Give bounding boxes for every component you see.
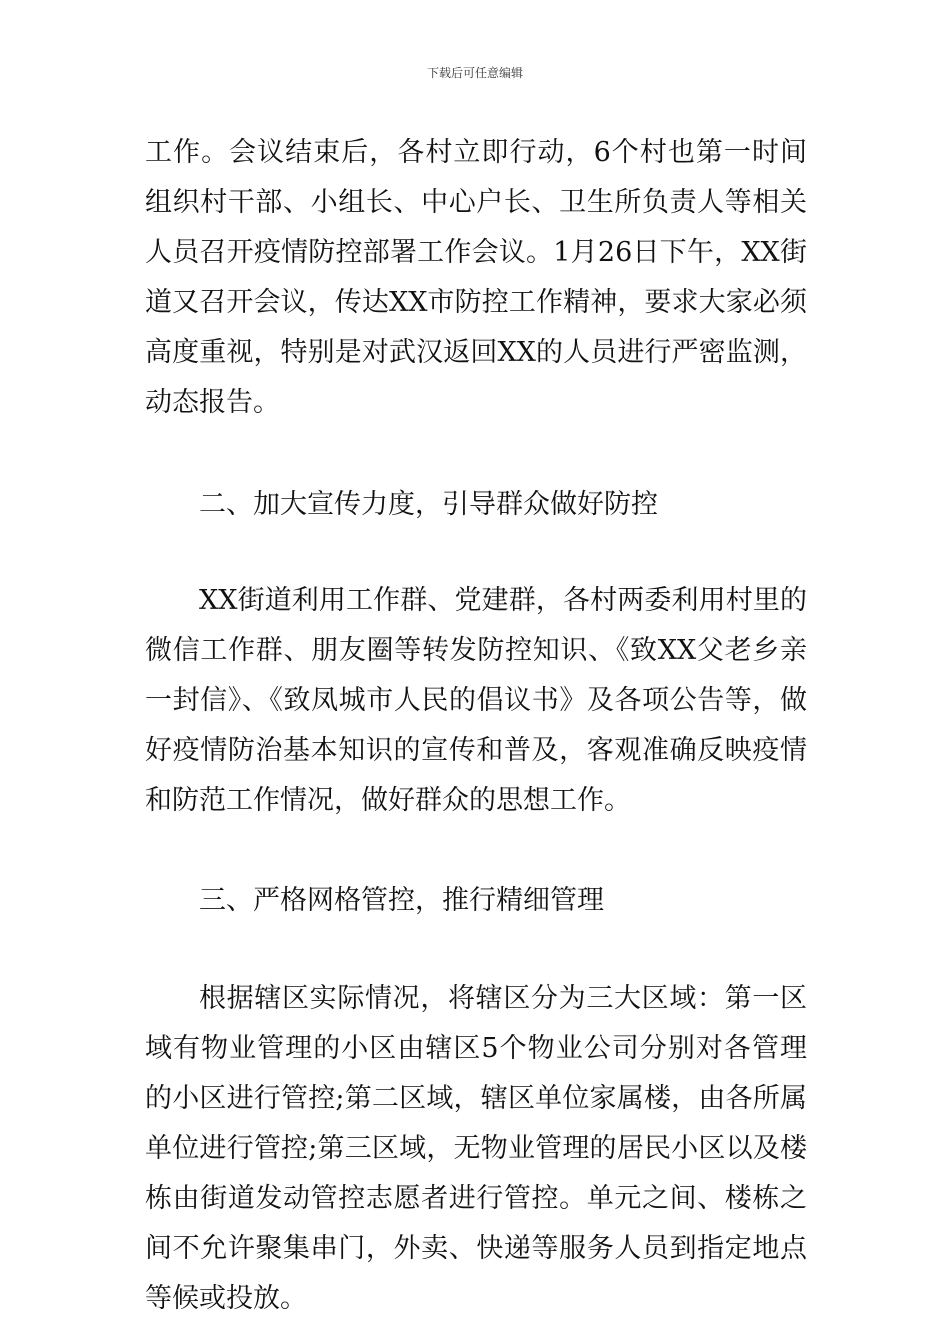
- section-heading-3: 三、严格网格管控，推行精细管理: [199, 885, 604, 916]
- paragraph-spacer: [145, 926, 807, 974]
- paragraph-continued: 工作。会议结束后，各村立即行动，6个村也第一时间组织村干部、小组长、中心户长、卫生所负责人等相关人员召开疫情防控部署工作会议。1月26日下午，XX街道又召开会议，传达XX市防控工作精神，要求大家必须高度重视，特别是对武汉返回XX的人员进行严密监测，动态报告。: [145, 137, 807, 418]
- document-body: [145, 128, 807, 1324]
- paragraph-2: XX街道利用工作群、党建群，各村两委利用村里的微信工作群、朋友圈等转发防控知识、《致XX父老乡亲一封信》、《致凤城市人民的倡议书》及各项公告等，做好疫情防治基本知识的宣传和普及，客观准确反映疫情和防范工作情况，做好群众的思想工作。: [145, 585, 807, 816]
- paragraph-spacer: [145, 530, 807, 576]
- paragraph-3: 根据辖区实际情况，将辖区分为三大区域：第一区域有物业管理的小区由辖区5个物业公司分别对各管理的小区进行管控;第二区域，辖区单位家属楼，由各所属单位进行管控;第三区域，无物业管理的居民小区以及楼栋由街道发动管控志愿者进行管控。单元之间、楼栋之间不允许聚集串门，外卖、快递等服务人员到指定地点等候或投放。: [145, 983, 807, 1314]
- paragraph-spacer: [145, 826, 807, 876]
- page-header: 下载后可任意编辑: [426, 66, 523, 80]
- section-heading-2: 二、加大宣传力度，引导群众做好防控: [199, 489, 658, 520]
- paragraph-spacer: [145, 428, 807, 480]
